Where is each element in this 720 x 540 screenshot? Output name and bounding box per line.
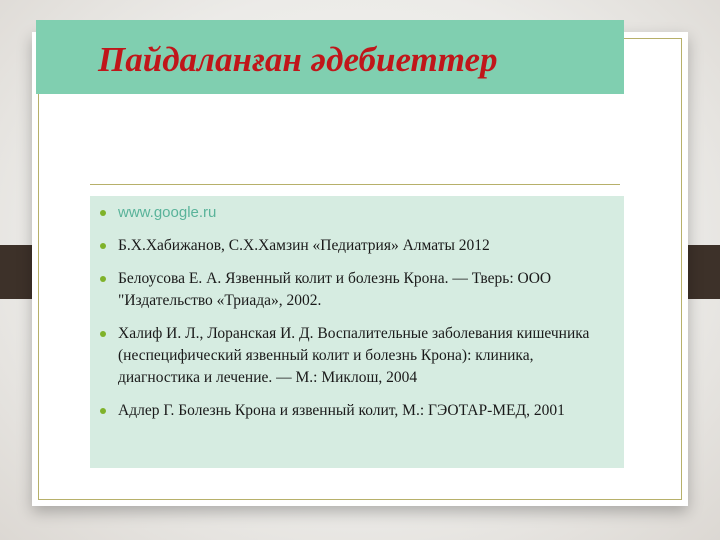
- reference-text: Халиф И. Л., Лоранская И. Д. Воспалительные заболевания кишечника (неспецифический язвенный колит и болезнь Крона): клиника, диагностика и лечение. — М.: Миклош, 2004: [118, 325, 590, 386]
- bullet-dot-icon: [100, 243, 106, 249]
- bullet-dot-icon: [100, 408, 106, 414]
- reference-item: [90, 323, 616, 389]
- reference-item: [90, 235, 616, 257]
- bullet-dot-icon: [100, 331, 106, 337]
- reference-text: Адлер Г. Болезнь Крона и язвенный колит, М.: ГЭОТАР-МЕД, 2001: [118, 402, 565, 419]
- references-list: [90, 196, 624, 422]
- reference-item: [90, 400, 616, 422]
- divider-line: [90, 184, 620, 185]
- bullet-dot-icon: [100, 276, 106, 282]
- references-panel: [90, 196, 624, 468]
- reference-text: Белоусова Е. А. Язвенный колит и болезнь Крона. — Тверь: ООО "Издательство «Триада», 2002.: [118, 270, 552, 309]
- reference-text: Б.Х.Хабижанов, С.Х.Хамзин «Педиатрия» Алматы 2012: [118, 237, 490, 254]
- bullet-dot-icon: [100, 210, 106, 216]
- reference-item: [90, 268, 616, 312]
- reference-link[interactable]: www.google.ru: [118, 204, 217, 221]
- title-banner: [36, 20, 624, 94]
- slide-title: Пайдаланған әдебиеттер: [98, 40, 498, 79]
- reference-item-link: [90, 202, 616, 224]
